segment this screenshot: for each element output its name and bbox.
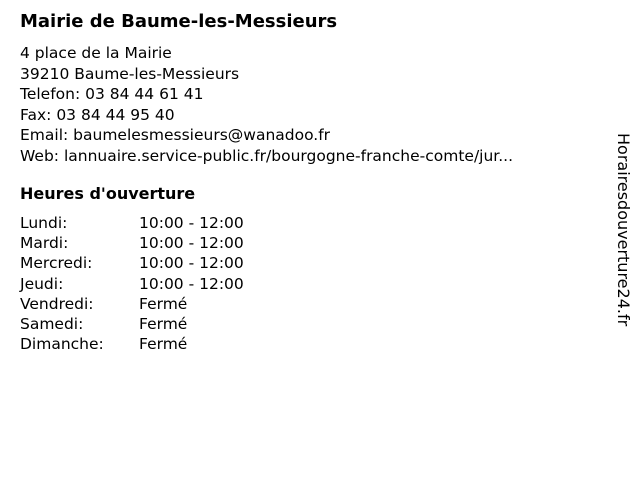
web-line: Web: lannuaire.service-public.fr/bourgogne-franche-comte/jur... <box>20 146 514 165</box>
day-label: Mardi: <box>20 234 69 253</box>
day-label: Dimanche: <box>20 335 104 354</box>
hours-row-mardi <box>20 233 244 253</box>
hours-value: 10:00 - 12:00 <box>139 254 244 273</box>
day-label: Mercredi: <box>20 254 93 273</box>
day-label: Jeudi: <box>20 274 64 293</box>
hours-row-samedi <box>20 314 244 334</box>
hours-value: Fermé <box>139 335 188 354</box>
hours-row-vendredi <box>20 294 244 314</box>
street-address: 4 place de la Mairie <box>20 44 172 62</box>
page-title: Mairie de Baume-les-Messieurs <box>20 11 338 32</box>
email-line: Email: baumelesmessieurs@wanadoo.fr <box>20 126 331 144</box>
hours-row-dimanche <box>20 334 244 354</box>
hours-value: 10:00 - 12:00 <box>139 274 244 293</box>
opening-hours-table <box>20 213 244 354</box>
hours-value: Fermé <box>139 294 188 313</box>
hours-row-lundi <box>20 213 244 233</box>
city-line: 39210 Baume-les-Messieurs <box>20 64 240 83</box>
address-block <box>20 43 513 166</box>
hours-row-mercredi <box>20 253 244 273</box>
day-label: Lundi: <box>20 214 68 232</box>
hours-value: Fermé <box>139 314 188 333</box>
fax-line: Fax: 03 84 44 95 40 <box>20 105 175 124</box>
hours-value: 10:00 - 12:00 <box>139 234 244 253</box>
hours-heading: Heures d'ouverture <box>20 184 196 203</box>
day-label: Vendredi: <box>20 294 94 313</box>
site-watermark: Horairesdouverture24.fr <box>614 133 633 327</box>
day-label: Samedi: <box>20 314 84 333</box>
phone-line: Telefon: 03 84 44 61 41 <box>20 85 204 103</box>
hours-row-jeudi <box>20 274 244 294</box>
hours-value: 10:00 - 12:00 <box>139 214 244 232</box>
